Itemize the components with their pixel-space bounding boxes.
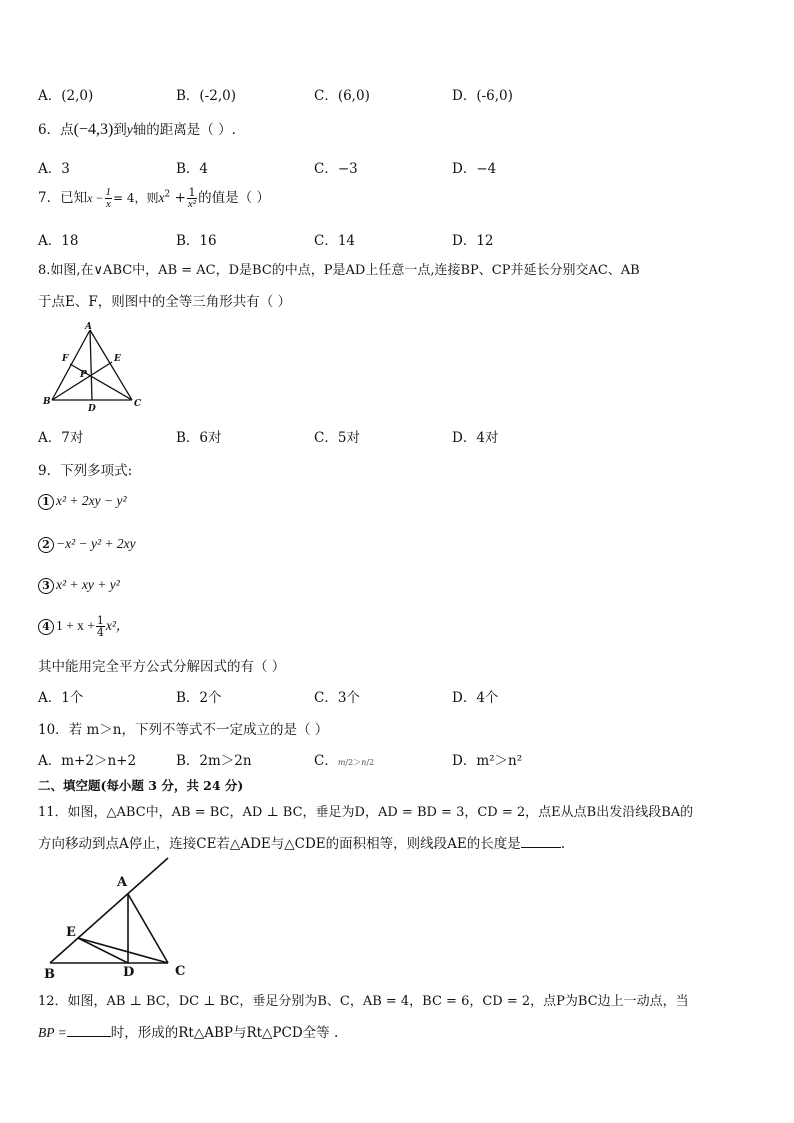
q6-axis: y [126,122,133,137]
q7-option-d: D．12 [452,233,494,249]
q9-item-4-mark: 4 [38,619,54,635]
q12-line1: 12．如图，AB ⊥ BC，DC ⊥ BC，垂足分别为B、C，AB = 4，BC = 6，CD = 2，点P为BC边上一动点，当 [38,994,689,1009]
q7-stem [38,186,270,210]
q7-frac2 [187,187,197,210]
q9-item-1 [38,493,127,510]
q7-expr1-a: x − [87,191,104,205]
q6-prefix: 6．点 [38,122,74,138]
q7-suffix: 的值是（ ） [198,190,270,206]
q9-question: 其中能用完全平方公式分解因式的有（ ） [38,659,286,675]
q7-expr2-exp: 2 [164,189,171,200]
q7-option-b: B．16 [176,233,217,249]
q9-item-2-text: −x² − y² + 2xy [56,536,136,551]
q9-item-2 [38,536,136,553]
q7-frac1 [105,187,113,210]
q9-item-2-mark: 2 [38,537,54,553]
q12-answer-blank[interactable] [67,1024,111,1037]
q11-label-d: D [123,965,135,980]
q9-item-4-den: 4 [96,626,104,639]
q11-line2-end: . [560,836,566,852]
q8-label-e: E [114,354,121,364]
q6-point: (−4,3) [73,121,114,138]
q7-option-c: C．14 [314,233,356,249]
q11-answer-blank[interactable] [521,835,561,848]
q8-label-p: P [80,370,87,380]
q9-item-4-frac [96,615,105,638]
q10-stem: 10．若 m＞n，下列不等式不一定成立的是（ ） [38,722,329,738]
q10-option-b: B．2m＞2n [176,753,252,769]
q8-label-c: C [134,399,142,409]
q5-option-b: B．(-2,0) [176,88,236,104]
q7-option-a: A．18 [38,233,79,249]
q8-figure [36,322,146,414]
q8-median-ad [90,330,92,400]
q6-option-c: C．−3 [314,161,358,177]
q9-title: 9．下列多项式: [38,463,133,479]
q11-label-e: E [66,925,76,940]
q8-edge-ac [90,330,132,400]
q5-option-d: D．(-6,0) [452,88,513,104]
q9-item-3-text: x² + xy + y² [56,577,120,592]
q6-option-b: B．4 [176,161,209,177]
q8-option-b: B．6对 [176,430,222,446]
q9-item-4-num: 1 [96,614,104,627]
q9-item-1-mark: 1 [38,494,54,510]
q7-expr2-plus: + [170,190,186,206]
q6-option-a: A．3 [38,161,70,177]
q9-item-1-text: x² + 2xy − y² [56,493,127,508]
q10-option-c-glyph: 𝑚/2＞𝑛/2 [337,758,375,767]
q8-line2: 于点E、F，则图中的全等三角形共有（ ） [38,294,292,310]
q11-label-c: C [175,964,186,979]
q8-label-b: B [43,397,51,407]
section-2-title: 二、填空题(每小题 3 分，共 24 分) [38,778,244,793]
q12-line2-post: 时，形成的Rt△ABP与Rt△PCD全等 . [110,1025,339,1041]
q8-label-d: D [88,404,96,414]
q9-item-3-mark: 3 [38,578,54,594]
q8-label-f: F [62,354,69,364]
q8-option-c: C．5对 [314,430,360,446]
q7-expr2-a: x [158,190,165,205]
q8-line1: 8.如图,在∨ABC中，AB = AC，D是BC的中点，P是AD上任意一点,连接BP、CP并延长分别交AC、AB [38,263,640,278]
q6-suffix: 轴的距离是（ ）. [132,122,236,138]
q10-option-a: A．m+2＞n+2 [38,753,137,769]
q6-mid: 到 [113,122,127,138]
q11-line2-text: 方向移动到点A停止，连接CE若△ADE与△CDE的面积相等，则线段AE的长度是 [38,836,521,852]
q9-option-b: B．2个 [176,690,222,706]
q8-label-a: A [85,322,92,332]
q12-line2 [38,1021,338,1041]
q9-option-d: D．4个 [452,690,499,706]
q9-item-4-post: x²， [105,618,130,633]
q11-label-b: B [44,967,55,980]
q9-item-4-pre: 1 + x + [56,618,95,633]
q7-frac2-num: 1 [188,186,196,199]
q11-figure [38,856,208,980]
q10-option-c [314,749,374,769]
q9-option-c: C．3个 [314,690,360,706]
q11-segment-ec [78,938,168,963]
q11-label-a: A [117,875,128,890]
q11-edge-ac [128,894,168,963]
q9-option-a: A．1个 [38,690,84,706]
q10-option-c-label: C． [314,753,338,769]
q7-frac1-den: x [105,198,111,210]
q8-option-a: A．7对 [38,430,84,446]
q6-stem [38,118,236,139]
q9-item-3 [38,577,120,594]
q9-item-4 [38,614,129,638]
q7-expr1-b: = 4，则 [113,191,159,205]
q11-line2 [38,832,565,852]
q12-line2-pre: BP = [38,1025,67,1040]
q8-option-d: D．4对 [452,430,499,446]
q7-frac1-num: 1 [105,186,112,198]
q7-frac2-den: x² [187,198,197,210]
q8-segment-be [52,362,112,400]
q10-option-d: D．m²＞n² [452,753,523,769]
q7-prefix: 7．已知 [38,190,88,206]
q6-option-d: D．−4 [452,161,497,177]
q5-option-a: A．(2,0) [38,88,94,104]
q5-option-c: C．(6,0) [314,88,370,104]
q11-line1: 11．如图，△ABC中，AB = BC，AD ⊥ BC，垂足为D，AD = BD = 3，CD = 2，点E从点B出发沿线段BA的 [38,805,694,820]
